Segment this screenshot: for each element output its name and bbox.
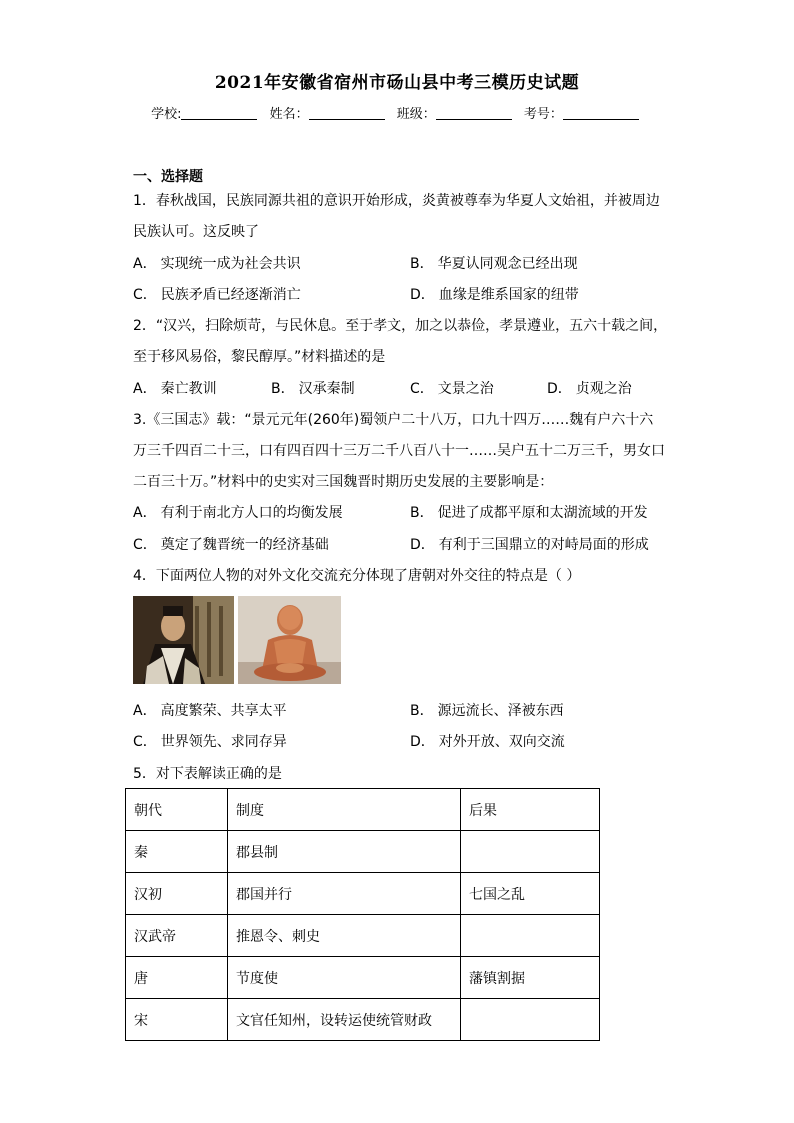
table-cell: 汉初 xyxy=(126,873,228,915)
table-row xyxy=(126,999,600,1041)
table-cell: 汉武帝 xyxy=(126,915,228,957)
table-cell: 秦 xyxy=(126,831,228,873)
table-row xyxy=(126,957,600,999)
q2-option-d[interactable]: D． 贞观之治 xyxy=(547,381,632,397)
name-blank[interactable] xyxy=(309,106,385,120)
table-header-cell: 朝代 xyxy=(126,789,228,831)
table-cell: 宋 xyxy=(126,999,228,1041)
q3-option-d[interactable]: D． 有利于三国鼎立的对峙局面的形成 xyxy=(410,537,649,553)
q2-stem-line: 至于移风易俗，黎民醇厚。”材料描述的是 xyxy=(133,349,386,365)
exam-title: 2021年安徽省宿州市砀山县中考三模历史试题 xyxy=(214,73,580,93)
info-class: 班级： xyxy=(397,103,516,122)
q4-option-c[interactable]: C． 世界领先、求同存异 xyxy=(133,734,287,750)
q4-stem-line: 4．下面两位人物的对外文化交流充分体现了唐朝对外交往的特点是（ ） xyxy=(133,568,581,584)
table-cell: 文官任知州，设转运使统管财政 xyxy=(228,999,461,1041)
q2-option-b[interactable]: B． 汉承秦制 xyxy=(271,381,355,397)
table-cell: 唐 xyxy=(126,957,228,999)
table-row xyxy=(126,873,600,915)
info-name: 姓名： xyxy=(270,103,389,122)
school-blank[interactable] xyxy=(181,106,257,120)
table-row xyxy=(126,831,600,873)
q2-stem-line: 2．“汉兴，扫除烦苛，与民休息。至于孝文，加之以恭俭，孝景遵业，五六十载之间， xyxy=(133,318,668,334)
q3-stem-line: 二百三十万。”材料中的史实对三国魏晋时期历史发展的主要影响是： xyxy=(133,474,554,490)
buddha-statue-illustration xyxy=(238,596,341,684)
q1-stem-line: 1．春秋战国，民族同源共祖的意识开始形成，炎黄被尊奉为华夏人文始祖，并被周边 xyxy=(133,193,660,209)
q1-option-a[interactable]: A． 实现统一成为社会共识 xyxy=(133,256,301,272)
table-cell: 藩镇割据 xyxy=(461,957,600,999)
info-school: 学校: xyxy=(151,103,261,122)
figure-buddha-statue-photo xyxy=(238,596,341,684)
table-cell xyxy=(461,915,600,957)
table-header-cell: 后果 xyxy=(461,789,600,831)
table-cell: 郡县制 xyxy=(228,831,461,873)
q3-stem-line: 3.《三国志》载：“景元元年(260年)蜀领户二十八万，口九十四万……魏有户六十六 xyxy=(133,412,654,428)
q4-option-a[interactable]: A． 高度繁荣、共享太平 xyxy=(133,703,287,719)
portrait-illustration xyxy=(133,596,234,684)
table-cell xyxy=(461,831,600,873)
q1-option-d[interactable]: D． 血缘是维系国家的纽带 xyxy=(410,287,579,303)
q2-option-a[interactable]: A． 秦亡教训 xyxy=(133,381,217,397)
figure-portrait-photo xyxy=(133,596,234,684)
table-cell xyxy=(461,999,600,1041)
number-blank[interactable] xyxy=(563,106,639,120)
q1-stem-line: 民族认可。这反映了 xyxy=(133,224,259,240)
q1-option-b[interactable]: B． 华夏认同观念已经出现 xyxy=(410,256,578,272)
q1-option-c[interactable]: C． 民族矛盾已经逐渐消亡 xyxy=(133,287,301,303)
table-cell: 郡国并行 xyxy=(228,873,461,915)
table-cell: 推恩令、刺史 xyxy=(228,915,461,957)
student-info-row xyxy=(0,103,794,122)
q2-option-c[interactable]: C． 文景之治 xyxy=(410,381,494,397)
dynasty-system-table xyxy=(125,788,600,1041)
q4-option-b[interactable]: B． 源远流长、泽被东西 xyxy=(410,703,564,719)
q3-stem-line: 万三千四百二十三，口有四百四十三万二千八百八十一……吴户五十二万三千，男女口 xyxy=(133,443,665,459)
q3-option-a[interactable]: A． 有利于南北方人口的均衡发展 xyxy=(133,505,343,521)
table-header-row xyxy=(126,789,600,831)
q3-option-c[interactable]: C． 奠定了魏晋统一的经济基础 xyxy=(133,537,329,553)
class-blank[interactable] xyxy=(436,106,512,120)
table-header-cell: 制度 xyxy=(228,789,461,831)
table-cell: 节度使 xyxy=(228,957,461,999)
q5-stem-line: 5．对下表解读正确的是 xyxy=(133,766,282,782)
section-heading: 一、选择题 xyxy=(133,169,203,185)
q4-option-d[interactable]: D． 对外开放、双向交流 xyxy=(410,734,565,750)
table-cell: 七国之乱 xyxy=(461,873,600,915)
table-row xyxy=(126,915,600,957)
info-number: 考号： xyxy=(524,103,643,122)
q3-option-b[interactable]: B． 促进了成都平原和太湖流域的开发 xyxy=(410,505,648,521)
